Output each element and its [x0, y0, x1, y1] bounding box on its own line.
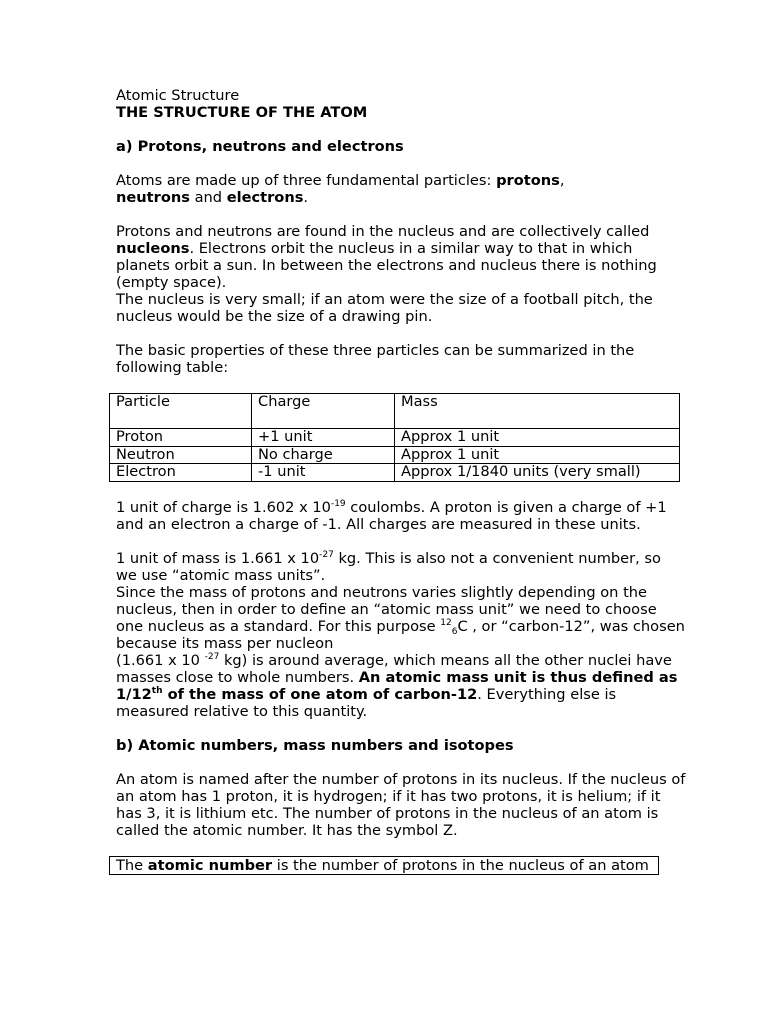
paragraph-unit-charge: 1 unit of charge is 1.602 x $10^{-19}$ coulombs. A proton is given a charge of +1 and an electron a charge of -1. All charges are measured in these units. — [116, 498, 667, 533]
paragraph-atomic-number: An atom is named after the number of protons in its nucleus. If the nucleus of an atom has 1 proton, it is hydrogen; if it has two protons, it is helium; if it has 3, it is lithium etc. The number of protons in the nucleus of an atom is called the atomic number. It has the symbol Z. — [116, 770, 686, 839]
table-cell: Electron — [110, 464, 252, 482]
table-header-row — [110, 394, 680, 429]
document-body — [116, 87, 686, 875]
table-cell: No charge — [252, 446, 395, 464]
table-header-cell: Particle — [110, 394, 252, 429]
table-header-cell: Charge — [252, 394, 395, 429]
table-cell: Approx 1/1840 units (very small) — [395, 464, 680, 482]
table-cell: Approx 1 unit — [395, 446, 680, 464]
paragraph-table-intro: The basic properties of these three particles can be summarized in the following table: — [116, 342, 635, 376]
particle-properties-table — [109, 393, 680, 482]
paragraph-atomic-mass-unit: Since the mass of protons and neutrons varies slightly depending on the nucleus, then in order to define an “atomic mass unit” we need to choose one nucleus as a standard. For this purpose $^{12}_6$C , or “carbon-12”, was chosen because its mass per nucleon (1.661 x 10 $^{-27}$ kg) is around average, which means all the other nuclei have masses close to whole numbers. An atomic mass unit is thus defined as 1/12th of the mass of one atom of carbon-12. Everything else is measured relative to this quantity. — [116, 583, 685, 720]
definition-box: The atomic number is the number of protons in the nucleus of an atom — [109, 856, 659, 875]
paragraph-unit-mass: 1 unit of mass is 1.661 x $10^{-27}$ kg. This is also not a convenient number, so we use “atomic mass units”. — [116, 549, 661, 584]
table-row — [110, 429, 680, 447]
paragraph-nucleus-size: The nucleus is very small; if an atom were the size of a football pitch, the nucleus would be the size of a drawing pin. — [116, 291, 653, 325]
table-cell: Proton — [110, 429, 252, 447]
section-a-heading: a) Protons, neutrons and electrons — [116, 138, 404, 155]
paragraph-particles: Atoms are made up of three fundamental particles: protons, neutrons and electrons. — [116, 172, 565, 206]
topic-label: Atomic Structure — [116, 87, 240, 104]
page-title: THE STRUCTURE OF THE ATOM — [116, 104, 368, 121]
table-cell: +1 unit — [252, 429, 395, 447]
table-cell: Neutron — [110, 446, 252, 464]
table-cell: Approx 1 unit — [395, 429, 680, 447]
table-row — [110, 446, 680, 464]
table-row — [110, 464, 680, 482]
section-b-heading: b) Atomic numbers, mass numbers and isotopes — [116, 736, 514, 754]
table-cell: -1 unit — [252, 464, 395, 482]
table-header-cell: Mass — [395, 394, 680, 429]
paragraph-nucleons: Protons and neutrons are found in the nucleus and are collectively called nucleons. Electrons orbit the nucleus in a similar way to that in which planets orbit a sun. In between the electrons and nucleus there is nothing (empty space). — [116, 223, 657, 291]
